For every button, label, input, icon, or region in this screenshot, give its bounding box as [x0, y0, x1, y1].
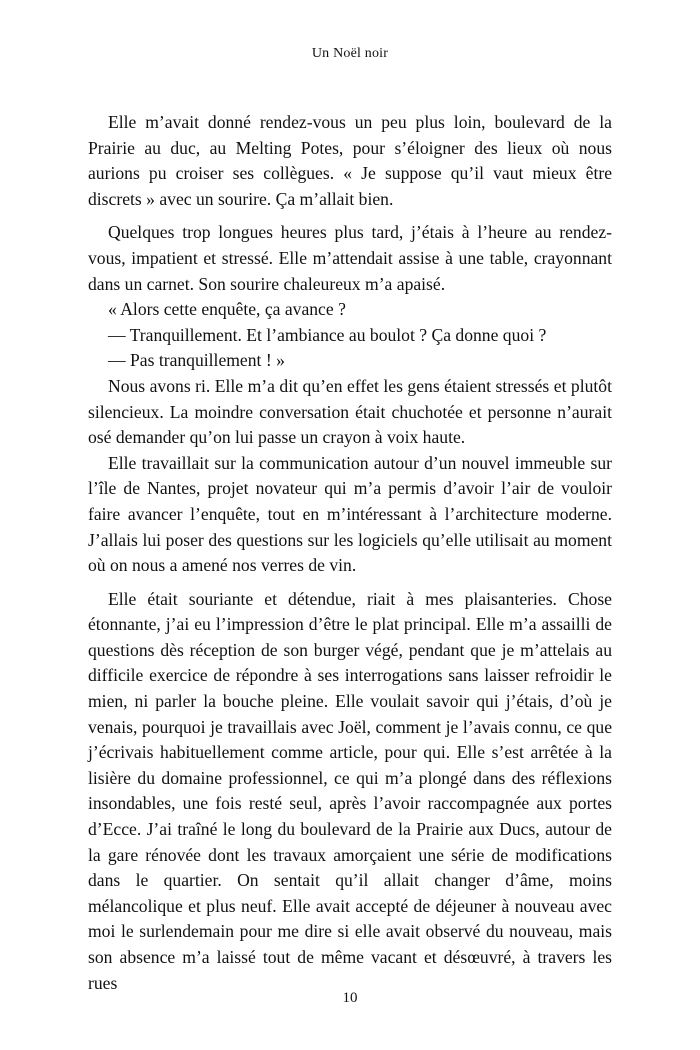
paragraph: Elle travaillait sur la communication autour d’un nouvel immeuble sur l’île de Nantes, projet novateur qui m’a permis d’avoir l’air de vouloir faire avancer l’enquête, tout en m’intéressant à l’architecture moderne. J’allais lui poser des questions sur les logiciels qu’elle utilisait au moment où on nous a amené nos verres de vin.: [88, 452, 612, 576]
body-text: [88, 110, 612, 996]
page-number: 10: [342, 990, 358, 1006]
paragraph: Quelques trop longues heures plus tard, j’étais à l’heure au rendez-vous, impatient et stressé. Elle m’attendait assise à une table, crayonnant dans un carnet. Son sourire chaleureux m’a apaisé.: [88, 222, 612, 294]
dialog-line: « Alors cette enquête, ça avance ?: [108, 299, 346, 320]
paragraph: Elle m’avait donné rendez-vous un peu plus loin, boulevard de la Prairie au duc, au Melting Potes, pour s’éloigner des lieux où nous aurions pu croiser ses collègues. « Je suppose qu’il vaut mieux être discrets » avec un sourire. Ça m’allait bien.: [88, 112, 612, 209]
paragraph: Elle était souriante et détendue, riait à mes plaisanteries. Chose étonnante, j’ai eu l’impression d’être le plat principal. Elle m’a assailli de questions dès réception de son burger végé, pendant que je m’attelais au difficile exercice de répondre à ses interrogations sans laisser refroidir le mien, ni parler la bouche pleine. Elle voulait savoir qui j’étais, d’où je venais, pourquoi je travaillais avec Joël, comment je l’avais connu, ce que j’écrivais habituellement comme article, pour qui. Elle s’est arrêtée à la lisière du domaine professionnel, ce qui m’a plongé dans des réflexions insondables, une fois resté seul, après l’avoir raccompagnée aux portes d’Ecce. J’ai traîné le long du boulevard de la Prairie aux Ducs, autour de la gare rénovée dont les travaux amorçaient une série de modifications dans le quartier. On sentait qu’il allait changer d’âme, moins mélancolique et plus neuf. Elle avait accepté de déjeuner à nouveau avec moi le surlendemain pour me dire si elle avait observé du nouveau, mais son absence m’a laissé tout de même vacant et désœuvré, à travers les rues: [88, 588, 612, 993]
paragraph: Nous avons ri. Elle m’a dit qu’en effet les gens étaient stressés et plutôt silencieux. La moindre conversation était chuchotée et personne n’aurait osé demander qu’on lui passe un crayon à voix haute.: [88, 375, 612, 448]
dialog-line: — Tranquillement. Et l’ambiance au boulot ? Ça donne quoi ?: [108, 324, 547, 345]
running-header: Un Noël noir: [311, 46, 389, 61]
dialog-line: — Pas tranquillement ! »: [108, 350, 285, 371]
